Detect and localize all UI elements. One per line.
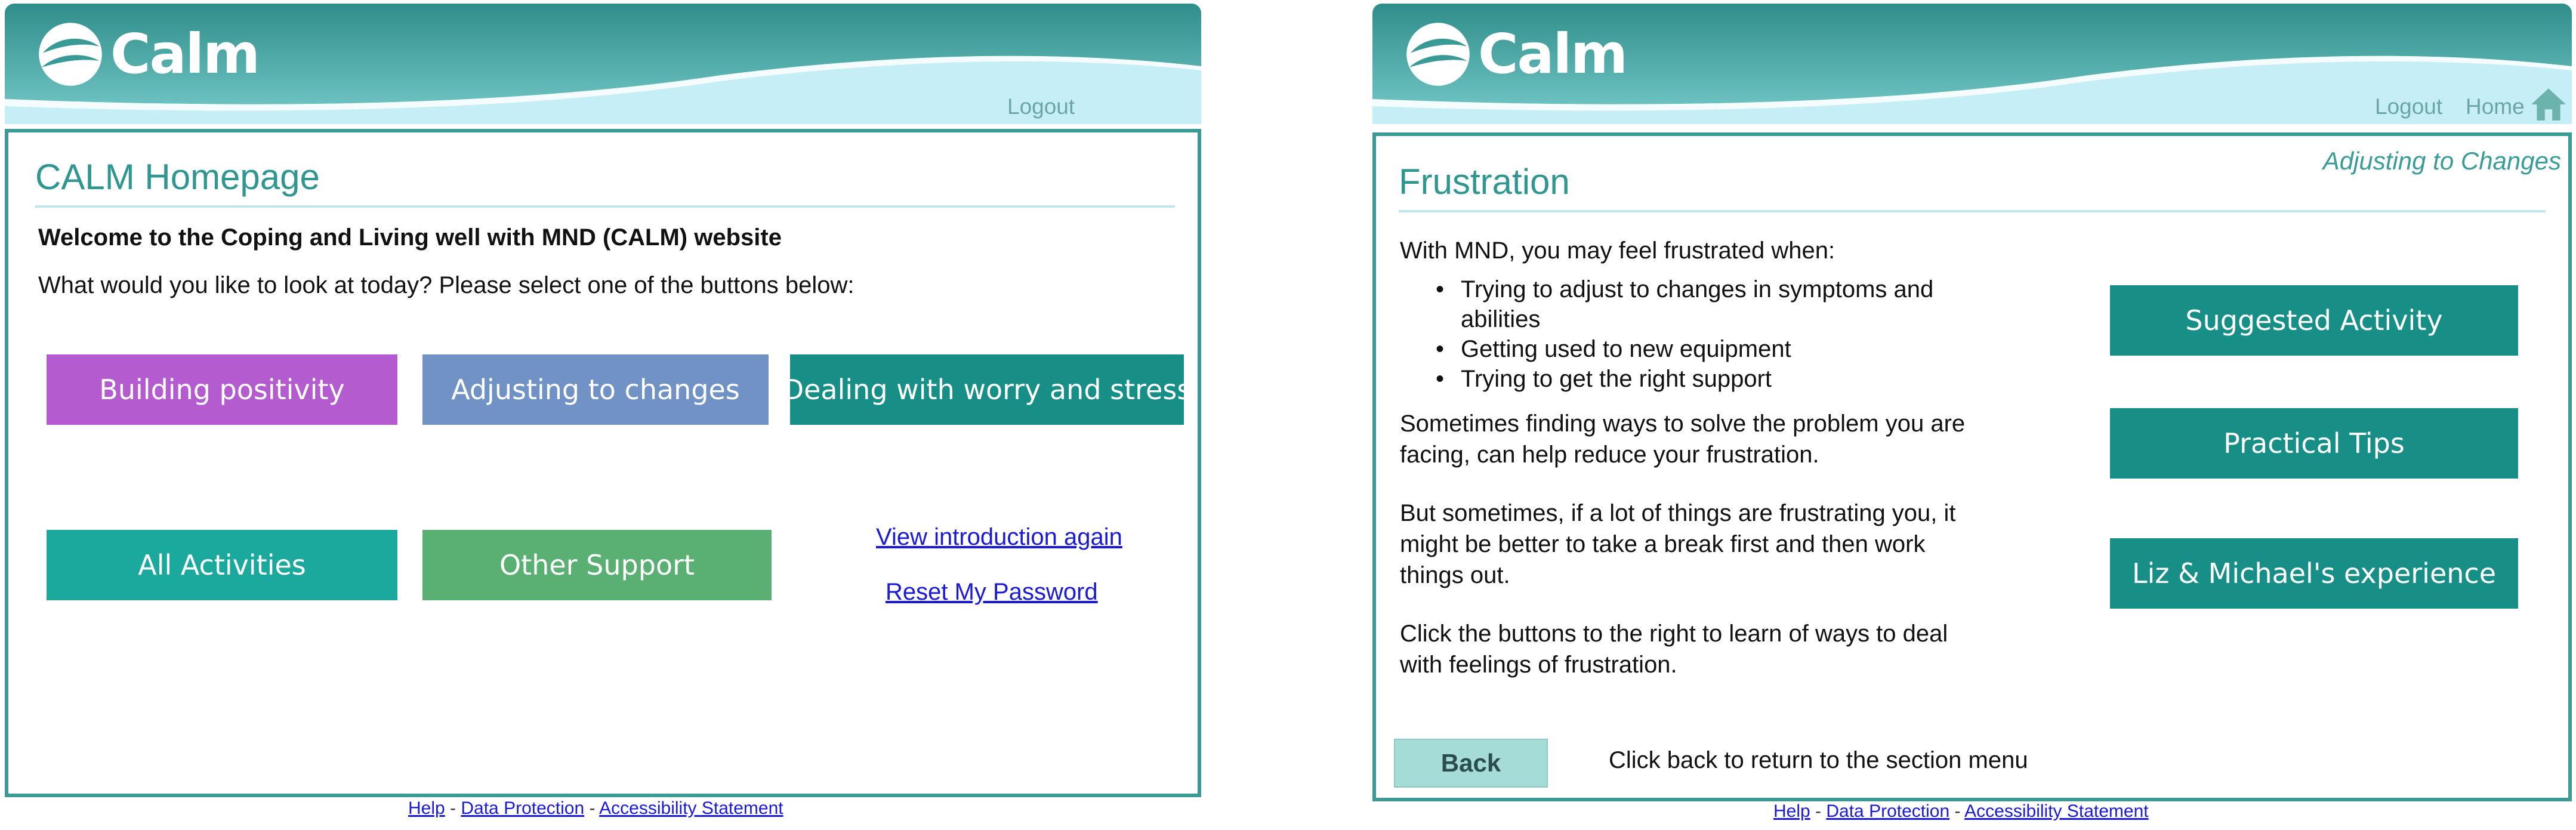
home-link[interactable]: Home bbox=[2466, 94, 2525, 119]
paragraph-2 bbox=[1400, 498, 1956, 591]
intro-text: With MND, you may feel frustrated when: bbox=[1400, 237, 1835, 264]
welcome-text: Welcome to the Coping and Living well with MND (CALM) website bbox=[38, 224, 782, 251]
list-item-continued bbox=[1436, 304, 1933, 334]
list-item: • Trying to adjust to changes in symptoms and bbox=[1436, 274, 1933, 304]
calm-leaf-icon bbox=[38, 21, 103, 87]
screen-homepage bbox=[5, 0, 1201, 830]
site-header bbox=[1372, 4, 2572, 124]
help-link[interactable]: Help bbox=[408, 798, 445, 818]
list-item: • Trying to get the right support bbox=[1436, 364, 1933, 394]
all-activities-button[interactable]: All Activities bbox=[47, 530, 397, 600]
view-introduction-link[interactable]: View introduction again bbox=[876, 524, 1122, 550]
back-hint: Click back to return to the section menu bbox=[1609, 747, 2028, 773]
title-divider bbox=[1399, 210, 2546, 212]
footer-links bbox=[408, 798, 783, 819]
frustration-list bbox=[1436, 274, 1933, 394]
main-panel bbox=[5, 129, 1201, 797]
building-positivity-button[interactable]: Building positivity bbox=[47, 354, 397, 425]
main-panel bbox=[1372, 132, 2572, 801]
footer-separator: - bbox=[1810, 801, 1827, 821]
list-item-continued-text: abilities bbox=[1461, 306, 1541, 332]
screen-frustration bbox=[1372, 0, 2572, 830]
paragraph-line: But sometimes, if a lot of things are frustrating you, it bbox=[1400, 500, 1956, 526]
footer-separator: - bbox=[1949, 801, 1965, 821]
paragraph-1 bbox=[1400, 408, 1965, 470]
section-subtitle: Adjusting to Changes bbox=[2322, 147, 2561, 175]
list-item: • Getting used to new equipment bbox=[1436, 334, 1933, 364]
paragraph-line: things out. bbox=[1400, 562, 1510, 588]
title-divider bbox=[35, 205, 1175, 208]
other-support-button[interactable]: Other Support bbox=[422, 530, 772, 600]
data-protection-link[interactable]: Data Protection bbox=[1826, 801, 1950, 821]
reset-password-link[interactable]: Reset My Password bbox=[886, 579, 1098, 605]
calm-logo[interactable] bbox=[1405, 21, 1627, 87]
suggested-activity-button[interactable]: Suggested Activity bbox=[2110, 285, 2518, 356]
back-button[interactable]: Back bbox=[1394, 739, 1548, 788]
paragraph-line: facing, can help reduce your frustration. bbox=[1400, 442, 1819, 468]
accessibility-link[interactable]: Accessibility Statement bbox=[1964, 801, 2149, 821]
prompt-text: What would you like to look at today? Please select one of the buttons below: bbox=[38, 272, 854, 298]
calm-leaf-icon bbox=[1405, 21, 1471, 87]
calm-logo[interactable] bbox=[38, 21, 259, 87]
logout-link[interactable]: Logout bbox=[1007, 94, 1075, 119]
footer-separator: - bbox=[584, 798, 600, 818]
footer-links bbox=[1773, 801, 2149, 822]
help-link[interactable]: Help bbox=[1773, 801, 1810, 821]
footer-separator: - bbox=[445, 798, 461, 818]
practical-tips-button[interactable]: Practical Tips bbox=[2110, 408, 2518, 479]
experience-button[interactable]: Liz & Michael's experience bbox=[2110, 538, 2518, 609]
dealing-with-worry-button[interactable]: Dealing with worry and stress bbox=[790, 354, 1184, 425]
logo-text: Calm bbox=[1478, 22, 1627, 86]
logo-text: Calm bbox=[110, 22, 259, 86]
data-protection-link[interactable]: Data Protection bbox=[461, 798, 585, 818]
page-title: CALM Homepage bbox=[35, 157, 320, 197]
paragraph-3 bbox=[1400, 618, 1948, 680]
paragraph-line: might be better to take a break first and then work bbox=[1400, 531, 1926, 557]
paragraph-line: Sometimes finding ways to solve the problem you are bbox=[1400, 411, 1966, 437]
home-icon[interactable] bbox=[2530, 86, 2567, 123]
adjusting-to-changes-button[interactable]: Adjusting to changes bbox=[422, 354, 769, 425]
site-header bbox=[5, 4, 1201, 124]
logout-link[interactable]: Logout bbox=[2375, 94, 2443, 119]
page-title: Frustration bbox=[1399, 162, 1570, 202]
paragraph-line: Click the buttons to the right to learn of ways to deal bbox=[1400, 621, 1948, 647]
paragraph-line: with feelings of frustration. bbox=[1400, 652, 1677, 678]
accessibility-link[interactable]: Accessibility Statement bbox=[599, 798, 783, 818]
